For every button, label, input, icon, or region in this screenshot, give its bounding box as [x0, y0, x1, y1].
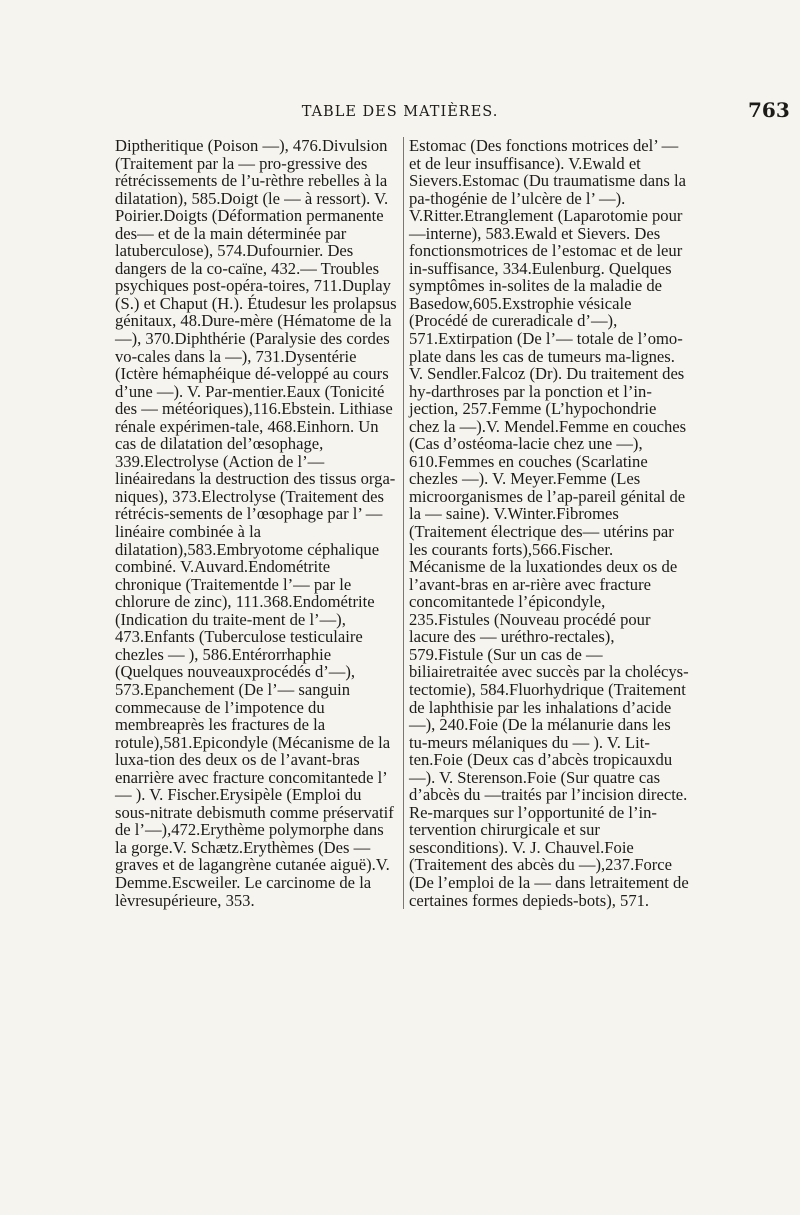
entry-line: Estomac (Des fonctions motrices de — [409, 136, 649, 155]
entry-line: Erythèmes (Des — graves et de la — [115, 837, 371, 875]
entry-line: Ewald et Sievers. Des fonctions — [409, 223, 661, 261]
entry-line: — Troubles psychiques post-opéra- — [115, 258, 380, 296]
entry-line: Electrolyse (Traitement des rétrécis- — [115, 486, 384, 524]
entry-continuation-line: lacie chez une —), 610. — [409, 434, 643, 471]
entry-continuation-line: les —). V. Meyer. — [439, 469, 557, 489]
entry-continuation-line: tervention chirurgicale et sur ses — [409, 820, 600, 857]
entry-line: Enfants (Tuberculose testiculaire chez — [115, 627, 363, 664]
entry-line: Falcoz (Dr). Du traitement des hy- — [409, 364, 685, 401]
entry-continuation-line: supérieure, 353. — [148, 890, 255, 910]
entry-line: Femme en couches (Cas d’ostéoma- — [409, 416, 687, 454]
entry-continuation-line: veloppé au cours d’une —). V. Par- — [115, 364, 389, 401]
entry-continuation-line: tion des deux os de l’avant-bras en — [115, 750, 360, 787]
entry-continuation-line: 566. — [532, 539, 562, 559]
entry-continuation-line: bismuth comme préservatif de l’—), — [115, 802, 394, 840]
entry-continuation-line: arrière avec fracture concomitante — [130, 767, 358, 787]
entry-continuation-line: l’œsophage, 339. — [115, 434, 324, 471]
entry-line: Embryotome céphalique combiné. V. — [115, 539, 380, 577]
entry-continuation-line: cure des — uréthro-rectales), 579. — [409, 627, 615, 664]
index-column-right — [403, 137, 689, 909]
entry-line: Foie (De la mélanurie dans les tu- — [409, 715, 671, 752]
entry-continuation-line: 472. — [171, 820, 201, 840]
entry-line: Electrolyse (Action de l’— linéaire — [115, 451, 325, 489]
entry-line: Force (De l’emploi de la — dans le — [409, 855, 673, 892]
entry-continuation-line: tectomie), 584. — [409, 679, 509, 699]
entry-continuation-line: pareil génital de la — saine). V. — [409, 486, 686, 524]
entry-continuation-line: suffisance, 334. — [427, 258, 532, 278]
entry-continuation-line: conditions). V. J. Chauvel. — [429, 837, 605, 857]
entry-continuation-line: ten. — [409, 750, 434, 770]
entry-continuation-line: pieds-bots), 571. — [538, 890, 650, 910]
entry-line: Entérorrhaphie (Quelques nouveaux — [115, 644, 332, 682]
entry-continuation-line: ment de l’—), 473. — [115, 609, 346, 647]
entry-continuation-line: procédés d’—), 573. — [115, 662, 356, 699]
entry-line: Diphthérie (Paralysie des cordes vo- — [115, 329, 390, 366]
entry-line: Doigts (Déformation permanente des — [115, 206, 384, 243]
entry-continuation-line: les — ), 586. — [145, 644, 232, 664]
entry-line: Extirpation (De l’— totale de l’omo- — [438, 329, 683, 349]
entry-continuation-line: toires, 711. — [268, 276, 343, 296]
entry-continuation-line: plate dans les cas de tumeurs ma- — [409, 346, 632, 366]
entry-line: Fibromes (Traitement électrique des — [409, 504, 619, 542]
entry-continuation-line: tuberculose), 574. — [126, 241, 247, 261]
entry-line: Duplay (S.) et Chaput (H.). Étude — [115, 276, 391, 313]
entry-continuation-line: niques), 373. — [115, 486, 202, 506]
running-header: TABLE DES MATIÈRES. — [301, 104, 499, 120]
entry-line: Eulenburg. Quelques symptômes in- — [409, 258, 672, 296]
entry-line: Epicondyle (Mécanisme de la luxa- — [115, 732, 391, 770]
entry-continuation-line: de l’ — ). V. Fischer. — [115, 767, 387, 805]
entry-line: Doigt (le — à ressort). V. Poirier. — [115, 188, 389, 226]
entry-line: Femme (Les microorganismes de l’ap- — [409, 469, 641, 506]
entry-continuation-line: l’ — et de leur insuffisance). V. — [409, 136, 679, 173]
entry-continuation-line: rèthre rebelles à la dilatation), 585. — [115, 171, 388, 208]
entry-continuation-line: Ewald et Sievers. — [409, 153, 641, 191]
entry-continuation-line: 583. — [187, 539, 217, 559]
entry-continuation-line: traitement de certaines formes de — [409, 872, 689, 910]
entry-continuation-line: V. Schætz. — [172, 837, 243, 857]
index-column-left — [115, 137, 399, 909]
entry-continuation-line: lignes. V. Sendler. — [409, 346, 675, 384]
entry-line: Dufournier. Des dangers de la co- — [115, 241, 354, 278]
entry-continuation-line: Ritter. — [423, 206, 465, 226]
entry-line: Exstrophie vésicale (Procédé de cure — [409, 293, 632, 331]
entry-continuation-line: darthroses par la ponction et l’in- — [431, 381, 652, 401]
entry-line: Foie (Deux cas d’abcès tropicaux — [433, 750, 656, 770]
entry-continuation-line: rière avec fracture concomitante — [409, 574, 651, 612]
entry-continuation-line: gangrène cutanée aiguë).V. Demme. — [115, 855, 390, 892]
entry-line: Fistules (Nouveau procédé pour la — [409, 609, 651, 647]
entry-line: Endométrite (Indication du traite- — [115, 592, 375, 629]
entry-line: Femmes en couches (Scarlatine chez — [409, 451, 648, 489]
entry-continuation-line: linéaire combinée à la dilatation), — [115, 522, 262, 559]
entry-continuation-line: dans la destruction des tissus orga- — [164, 469, 396, 489]
entry-continuation-line: marques sur l’opportunité de l’in- — [432, 802, 657, 822]
entry-continuation-line: Winter. — [507, 504, 557, 524]
entry-line: Etranglement (Laparotomie pour — — [409, 206, 683, 243]
entry-line: Dysentérie (Ictère hémaphéique dé- — [115, 346, 357, 384]
entry-continuation-line: 581. — [163, 732, 193, 752]
page-number: 763 — [748, 98, 790, 122]
entry-line: Foie (Traitement des abcès du —), — [409, 837, 634, 875]
entry-continuation-line: traitée avec succès par la cholécys- — [456, 662, 689, 682]
entry-line: Escweiler. Le carcinome de la lèvre — [115, 872, 372, 910]
entry-continuation-line: traités par l’incision directe. Re- — [409, 785, 688, 822]
entry-continuation-line: cales dans la —), 731. — [137, 346, 285, 366]
entry-line: Einhorn. Un cas de dilatation de — [115, 416, 379, 454]
entry-line: Erysipèle (Emploi du sous-nitrate de — [115, 785, 362, 822]
entry-line: Femme (L’hypochondrie chez la —). — [409, 399, 657, 436]
entry-continuation-line: V. Mendel. — [485, 416, 559, 436]
entry-continuation-line: mentier. — [232, 381, 287, 401]
entry-continuation-line: 368. — [263, 592, 293, 612]
entry-continuation-line: solites de la maladie de Basedow, — [409, 276, 663, 313]
entry-line: Ebstein. Lithiase rénale expérimen- — [115, 399, 393, 436]
entry-continuation-line: après les fractures de la rotule), — [115, 715, 326, 752]
entry-continuation-line: — et de la main déterminée par la — [115, 223, 347, 261]
entry-continuation-line: sements de l’œsophage par l’ — — [169, 504, 383, 524]
entry-line: Endométrite chronique (Traitement — [115, 557, 331, 594]
entry-line: Diptheritique (Poison —), 476. — [115, 136, 322, 155]
entry-continuation-line: de l’— par le chlorure de zinc), 111. — [115, 574, 352, 612]
entry-continuation-line: phthisie par les inhalations d’acide — [440, 697, 672, 717]
entry-continuation-line: Auvard. — [194, 557, 249, 577]
entry-line: Foie (Sur quatre cas d’abcès du — — [409, 767, 661, 805]
entry-continuation-line: motrices de l’estomac et de leur in- — [409, 241, 683, 278]
entry-continuation-line: caïne, 432. — [227, 258, 301, 278]
entry-continuation-line: sur les prolapsus génitaux, 48. — [115, 293, 397, 331]
entry-continuation-line: jection, 257. — [409, 399, 492, 419]
entry-line: Epanchement (De l’— sanguin comme — [115, 679, 351, 717]
entry-continuation-line: radicale d’—), 571. — [409, 311, 618, 349]
entry-line: Eaux (Tonicité des — météoriques), — [115, 381, 385, 419]
entry-continuation-line: meurs mélaniques du — ). V. Lit- — [427, 732, 650, 752]
entry-continuation-line: 116. — [252, 399, 282, 419]
entry-line: Fistule (Sur un cas de — biliaire — [409, 644, 603, 682]
entry-line: Divulsion (Traitement par la — pro- — [115, 136, 388, 173]
entry-line: Estomac (Du traumatisme dans la pa- — [409, 171, 686, 208]
entry-continuation-line: du —). V. Sterenson. — [409, 750, 673, 787]
entry-continuation-line: gressive des rétrécissements de l’u- — [115, 153, 368, 191]
entry-continuation-line: 605. — [472, 293, 502, 313]
entry-line: Fischer. Mécanisme de la luxation — [409, 539, 614, 577]
entry-continuation-line: 237. — [605, 855, 635, 875]
entry-continuation-line: —), 240. — [409, 715, 469, 735]
entry-continuation-line: interne), 583. — [425, 223, 515, 243]
entry-line: Dure-mère (Hématome de la —), 370. — [115, 311, 392, 349]
entry-line: Erythème polymorphe dans la gorge. — [115, 820, 384, 857]
entry-continuation-line: tale, 468. — [235, 416, 297, 436]
entry-continuation-line: de l’épicondyle, 235. — [409, 592, 606, 629]
entry-continuation-line: des deux os de l’avant-bras en ar- — [409, 557, 678, 594]
entry-continuation-line: — utérins par les courants forts), — [409, 522, 674, 559]
entry-continuation-line: cause de l’impotence du membre — [115, 697, 325, 735]
entry-continuation-line: thogénie de l’ulcère de l’ —). V. — [409, 188, 626, 226]
entry-line: Fluorhydrique (Traitement de la — [409, 679, 686, 717]
